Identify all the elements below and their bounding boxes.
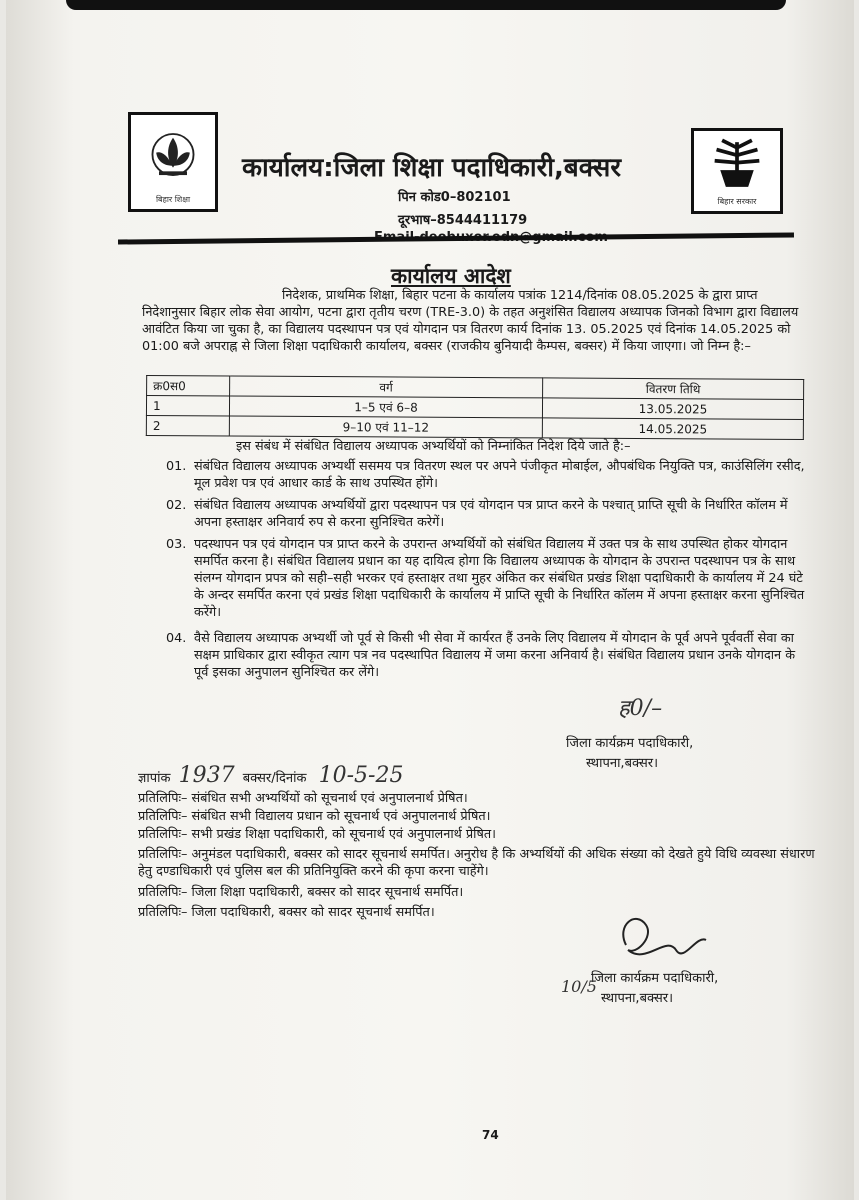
bihar-government-logo	[691, 128, 783, 214]
instruction-number: 01.	[166, 459, 187, 474]
distribution-schedule-table	[146, 375, 804, 440]
pin-code: पिन कोड0–802101	[398, 190, 511, 205]
handwritten-signature-icon	[606, 905, 716, 975]
table-header-cell: वितरण तिथि	[543, 378, 804, 400]
scan-edge	[66, 0, 786, 10]
signatory-designation: जिला कार्यक्रम पदाधिकारी,	[566, 736, 694, 751]
table-cell: 9–10 एवं 11–12	[229, 416, 542, 438]
instructions-intro: इस संबंध में संबंधित विद्यालय अध्यापक अभ्यर्थियों को निम्नांकित निदेश दिये जाते है:–	[236, 439, 631, 454]
phone-number: दूरभाष–8544411179	[398, 213, 528, 228]
signature-initials: ह0/–	[618, 696, 663, 721]
instruction-number: 03.	[166, 537, 187, 552]
instruction-text: संबंधित विद्यालय अध्यापक अभ्यर्थियों द्वारा पदस्थापन पत्र एवं योगदान पत्र प्राप्त करने के पश्चात् प्राप्ति सूची के निर्धारित कॉलम में अपना हस्ताक्षर अनिवार्य रुप से करना सुनिश्चित करेगें।	[194, 498, 788, 530]
office-title: कार्यालय:जिला शिक्षा पदाधिकारी,बक्सर	[242, 153, 621, 183]
intro-paragraph: निदेशक, प्राथमिक शिक्षा, बिहार पटना के कार्यालय पत्रांक 1214/दिनांक 08.05.2025 के द्वारा प्राप्त निदेशानुसार बिहार लोक सेवा आयोग, पटना द्वारा तृतीय चरण (TRE-3.0) के तहत अनुशंसित विद्यालय अध्यापक जिनको विभाग द्वारा विद्यालय आवंटित किया जा चुका है, का विद्यालय पदस्थापन पत्र एवं योगदान पत्र वितरण कार्य दिनांक 13. 05.2025 एवं दिनांक 14.05.2025 को 01:00 बजे अपराह्न से जिला शिक्षा पदाधिकारी कार्यालय, बक्सर (राजकीय बुनियादी कैम्पस, बक्सर) में किया जाएगा। जो निम्न है:–	[142, 288, 799, 354]
copy-line: प्रतिलिपिः– सभी प्रखंड शिक्षा पदाधिकारी, को सूचनार्थ एवं अनुपालनार्थ प्रेषित।	[138, 827, 497, 842]
table-cell: 13.05.2025	[542, 398, 803, 420]
memo-line	[138, 763, 404, 788]
copy-line: प्रतिलिपिः– जिला शिक्षा पदाधिकारी, बक्सर को सादर सूचनार्थ समर्पित।	[138, 885, 464, 900]
logo-left-caption: बिहार शिक्षा	[155, 195, 191, 204]
instruction-text: पदस्थापन पत्र एवं योगदान पत्र प्राप्त करने के उपरान्त अभ्यर्थियों को संबंधित विद्यालय में उक्त पत्र के साथ उपस्थित होकर योगदान समर्पित करना है। संबंधित विद्यालय प्रधान का यह दायित्व होगा कि विद्यालय अध्यापक के योगदान के उपरान्त पदस्थापन पत्र के साथ संलग्न योगदान प्रपत्र को सही–सही भरकर एवं हस्ताक्षर तथा मुहर अंकित कर संबंधित प्रखंड शिक्षा पदाधिकारी के कार्यालय में 24 घंटे के अन्दर समर्पित करना एवं प्रखंड शिक्षा पदाधिकारी के कार्यालय में प्राप्ति सूची के निर्धारित कॉलम में अपना हस्ताक्षर करना सुनिश्चित करेंगे।	[194, 537, 805, 620]
table-row	[146, 415, 803, 439]
instruction-text: संबंधित विद्यालय अध्यापक अभ्यर्थी ससमय पत्र वितरण स्थल पर अपने पंजीकृत मोबाईल, औपबंधिक नियुक्ति पत्र, काउंसिलिंग रसीद, मूल प्रवेश पत्र एवं आधार कार्ड के साथ उपस्थित होंगे।	[194, 459, 805, 491]
table-header-cell: वर्ग	[230, 376, 543, 398]
logo-right-caption: बिहार सरकार	[717, 197, 757, 206]
copy-line: प्रतिलिपिः– संबंधित सभी अभ्यर्थियों को सूचनार्थ एवं अनुपालनार्थ प्रेषित।	[138, 791, 468, 806]
signature-date-mark: 10/5	[561, 977, 597, 996]
memo-label: ज्ञापांक	[138, 771, 171, 786]
table-cell: 2	[146, 415, 229, 436]
memo-date: 10-5-25	[318, 763, 404, 788]
table-cell: 1	[146, 395, 229, 416]
instruction-number: 04.	[166, 631, 187, 646]
signatory2-office: स्थापना,बक्सर।	[601, 991, 674, 1006]
page-number: 74	[482, 1128, 499, 1142]
memo-number: 1937	[178, 763, 235, 788]
table-header-cell: क्र0स0	[147, 375, 230, 396]
copy-line: प्रतिलिपिः– संबंधित सभी विद्यालय प्रधान को सूचनार्थ एवं अनुपालनार्थ प्रेषित।	[138, 809, 491, 824]
bihar-education-logo	[128, 112, 218, 212]
signatory-office: स्थापना,बक्सर।	[586, 756, 659, 771]
table-cell: 14.05.2025	[542, 418, 803, 440]
copy-line: प्रतिलिपिः– जिला पदाधिकारी, बक्सर को सादर सूचनार्थ समर्पित।	[138, 905, 435, 920]
document-page	[6, 0, 854, 1200]
instruction-text: वैसे विद्यालय अध्यापक अभ्यर्थी जो पूर्व से किसी भी सेवा में कार्यरत हैं उनके लिए विद्यालय में योगदान के पूर्व अपने पूर्ववर्ती सेवा का सक्षम प्राधिकार द्वारा स्वीकृत त्याग पत्र नव पदस्थापित विद्यालय में जमा करना अनिवार्य है। संबंधित विद्यालय प्रधान उनके योगदान के पूर्व इसका अनुपालन सुनिश्चित कर लेंगे।	[194, 631, 796, 680]
instruction-number: 02.	[166, 498, 187, 513]
copy-line: प्रतिलिपिः– अनुमंडल पदाधिकारी, बक्सर को सादर सूचनार्थ समर्पित। अनुरोध है कि अभ्यर्थियों की अधिक संख्या को देखते हुये विधि व्यवस्था संधारण हेतु दण्डाधिकारी एवं पुलिस बल की प्रतिनियुक्ति करने की कृपा करना चाहेंगे।	[138, 847, 815, 879]
signatory2-designation: जिला कार्यक्रम पदाधिकारी,	[591, 971, 719, 986]
table-cell: 1–5 एवं 6–8	[229, 396, 542, 418]
order-title: कार्यालय आदेश	[391, 264, 511, 288]
memo-mid: बक्सर/दिनांक	[242, 771, 307, 786]
